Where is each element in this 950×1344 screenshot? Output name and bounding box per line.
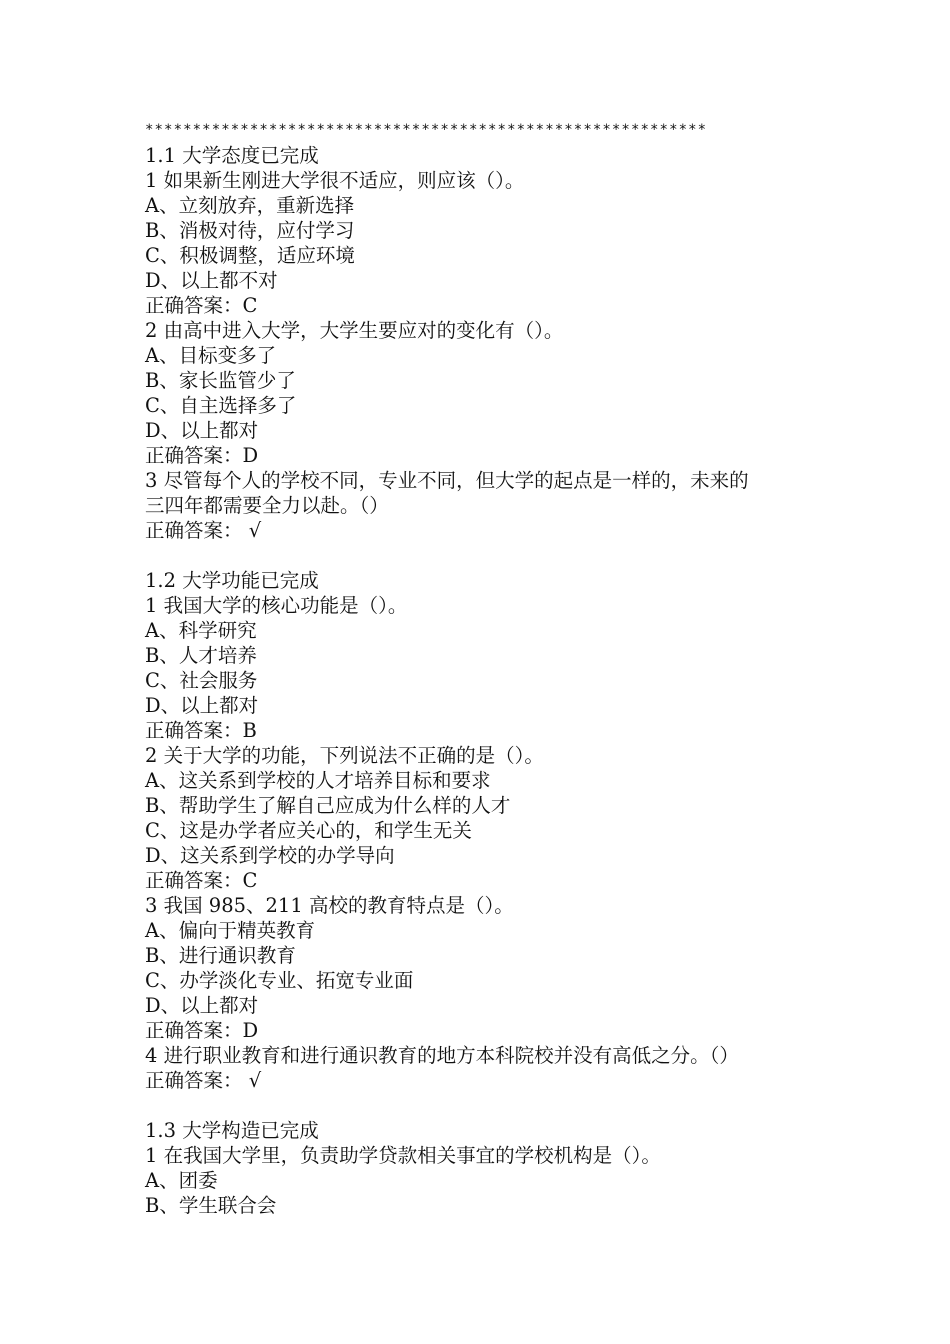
correct-answer: 正确答案： √ <box>145 519 262 542</box>
blank-line <box>145 543 825 568</box>
option-d: D、以上都对 <box>145 419 259 442</box>
correct-answer: 正确答案： √ <box>145 1069 262 1092</box>
option-a: A、目标变多了 <box>145 344 277 367</box>
correct-answer: 正确答案：C <box>145 294 258 317</box>
option-d: D、以上都对 <box>145 994 259 1017</box>
option-c: C、办学淡化专业、拓宽专业面 <box>145 969 414 992</box>
option-b: B、帮助学生了解自己应成为什么样的人才 <box>145 794 511 817</box>
option-c: C、这是办学者应关心的，和学生无关 <box>145 819 472 842</box>
section-heading: 1.1 大学态度已完成 <box>145 144 319 167</box>
blank-line <box>145 1093 825 1118</box>
correct-answer: 正确答案：D <box>145 1019 259 1042</box>
correct-answer: 正确答案：D <box>145 444 259 467</box>
option-a: A、科学研究 <box>145 619 257 642</box>
option-a: A、偏向于精英教育 <box>145 919 316 942</box>
question-text: 2 关于大学的功能，下列说法不正确的是（）。 <box>145 744 544 767</box>
option-a: A、立刻放弃，重新选择 <box>145 194 355 217</box>
section-1-2 <box>145 568 825 1093</box>
section-heading: 1.2 大学功能已完成 <box>145 569 319 592</box>
correct-answer: 正确答案：C <box>145 869 258 892</box>
option-c: C、自主选择多了 <box>145 394 297 417</box>
section-heading: 1.3 大学构造已完成 <box>145 1119 319 1142</box>
question-text: 3 尽管每个人的学校不同，专业不同，但大学的起点是一样的，未来的 <box>145 469 749 492</box>
option-b: B、家长监管少了 <box>145 369 296 392</box>
section-1-3 <box>145 1118 825 1218</box>
question-text: 1 如果新生刚进大学很不适应，则应该（）。 <box>145 169 525 192</box>
option-c: C、积极调整，适应环境 <box>145 244 355 267</box>
section-1-1 <box>145 143 825 543</box>
option-d: D、以上都对 <box>145 694 259 717</box>
option-a: A、这关系到学校的人才培养目标和要求 <box>145 769 491 792</box>
option-b: B、进行通识教育 <box>145 944 296 967</box>
separator-line: *********************************************************** <box>145 122 708 138</box>
option-c: C、社会服务 <box>145 669 258 692</box>
correct-answer: 正确答案：B <box>145 719 257 742</box>
option-b: B、消极对待，应付学习 <box>145 219 355 242</box>
option-d: D、以上都不对 <box>145 269 278 292</box>
question-text: 2 由高中进入大学，大学生要应对的变化有（）。 <box>145 319 564 342</box>
document-page <box>145 118 825 1218</box>
option-b: B、人才培养 <box>145 644 257 667</box>
option-a: A、团委 <box>145 1169 218 1192</box>
question-text-continued: 三四年都需要全力以赴。（） <box>145 494 389 517</box>
question-text: 4 进行职业教育和进行通识教育的地方本科院校并没有高低之分。（） <box>145 1044 739 1067</box>
question-text: 1 我国大学的核心功能是（）。 <box>145 594 408 617</box>
option-d: D、这关系到学校的办学导向 <box>145 844 395 867</box>
question-text: 1 在我国大学里，负责助学贷款相关事宜的学校机构是（）。 <box>145 1144 661 1167</box>
option-b: B、学生联合会 <box>145 1194 277 1217</box>
question-text: 3 我国 985、211 高校的教育特点是（）。 <box>145 894 514 917</box>
